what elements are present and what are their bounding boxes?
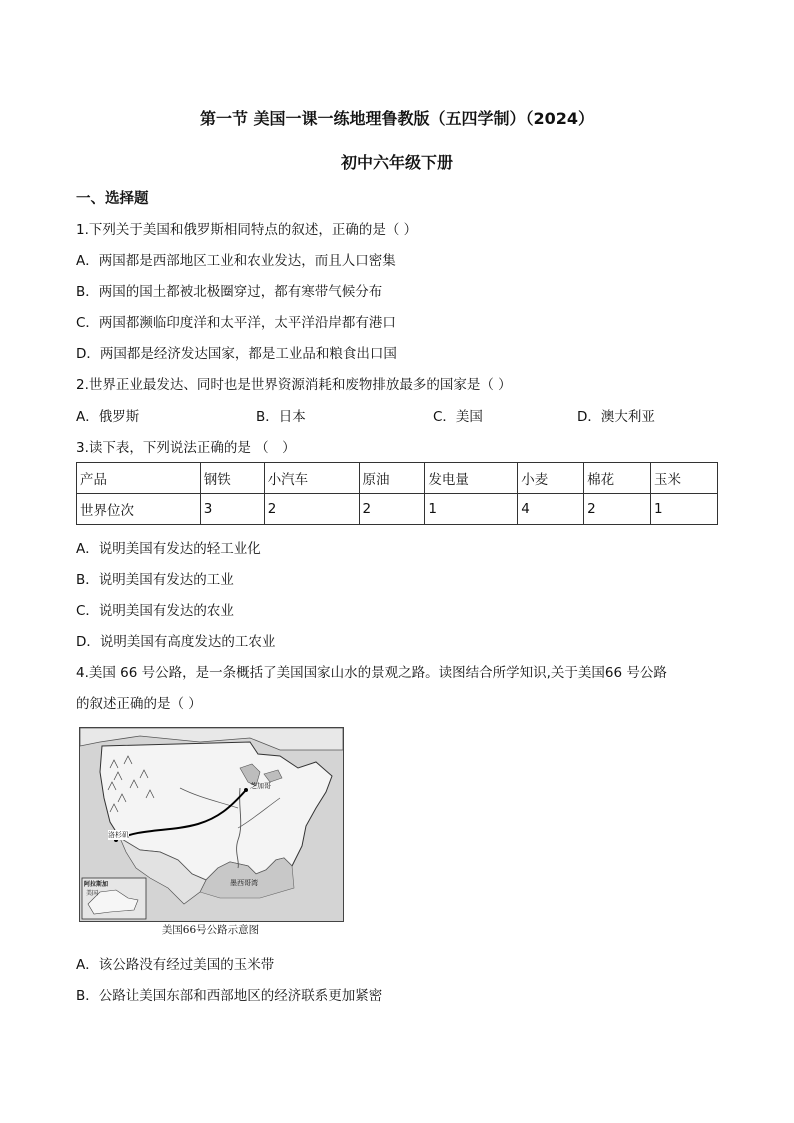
table-cell: 2 [264,494,359,525]
ranking-table [76,462,718,525]
question-3-option-a: A．说明美国有发达的轻工业化 [76,541,261,557]
map-caption: 美国66号公路示意图 [161,924,260,936]
table-cell: 4 [518,494,584,525]
document-subtitle: 初中六年级下册 [340,153,453,172]
table-header-cell: 小麦 [518,463,584,494]
table-cell: 1 [425,494,518,525]
map-label-losangeles: 洛杉矶 [108,831,129,839]
map-label-alaska: 阿拉斯加 [84,881,109,888]
table-cell: 2 [584,494,651,525]
table-header-cell: 棉花 [584,463,651,494]
table-header-cell: 发电量 [425,463,518,494]
map-label-gulf: 墨西哥湾 [230,879,258,887]
question-1-option-a: A．两国都是西部地区工业和农业发达，而且人口密集 [76,253,396,269]
table-header-cell: 原油 [359,463,425,494]
table-header-cell: 钢铁 [200,463,264,494]
table-cell: 1 [651,494,718,525]
question-1-option-b: B．两国的国土都被北极圈穿过，都有寒带气候分布 [76,284,383,300]
table-header-row [77,463,718,494]
table-cell: 3 [200,494,264,525]
map-label-chicago: 芝加哥 [250,782,271,790]
question-3-option-c: C．说明美国有发达的农业 [76,603,234,619]
question-4-option-b: B．公路让美国东部和西部地区的经济联系更加紧密 [76,988,383,1004]
question-3-stem: 3.读下表，下列说法正确的是 （ ） [76,440,296,456]
document-title: 第一节 美国一课一练地理鲁教版（五四学制）（2024） [199,109,595,128]
question-1-stem: 1.下列关于美国和俄罗斯相同特点的叙述，正确的是（ ） [76,222,418,238]
question-1-option-d: D．两国都是经济发达国家，都是工业品和粮食出口国 [76,346,397,362]
question-2-stem: 2.世界正业最发达、同时也是世界资源消耗和废物排放最多的国家是（ ） [76,377,512,393]
question-4-stem-line1: 4.美国 66 号公路，是一条概括了美国国家山水的景观之路。读图结合所学知识,关于美国66 号公路 [76,665,667,681]
question-2-option-a: A．俄罗斯 [76,409,140,425]
table-header-cell: 玉米 [651,463,718,494]
question-2-option-c: C．美国 [433,409,483,425]
table-header-cell: 小汽车 [264,463,359,494]
question-2-option-d: D．澳大利亚 [577,409,655,425]
question-3-option-d: D．说明美国有高度发达的工农业 [76,634,276,650]
section-heading: 一、选择题 [76,191,149,207]
question-4-stem-line2: 的叙述正确的是（ ） [76,696,202,712]
question-4-option-a: A．该公路没有经过美国的玉米带 [76,957,275,973]
question-1-option-c: C．两国都濒临印度洋和太平洋，太平洋沿岸都有港口 [76,315,396,331]
table-cell: 世界位次 [77,494,201,525]
question-2-option-b: B．日本 [256,409,306,425]
question-3-option-b: B．说明美国有发达的工业 [76,572,234,588]
map-label-usa: 美国 [86,890,99,897]
table-cell: 2 [359,494,425,525]
route-66-map [79,727,344,922]
table-header-cell: 产品 [77,463,201,494]
table-row [77,494,718,525]
